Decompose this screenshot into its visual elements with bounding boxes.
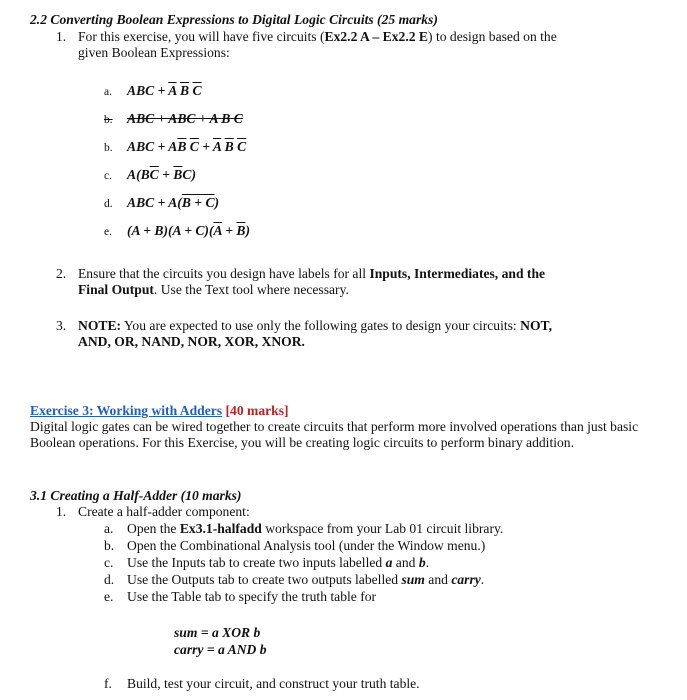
expr-d-bar-b-plus-c: B + C [181, 195, 215, 210]
expr-a-bar-a: $\overline{A}$ [168, 83, 177, 98]
step-d-letter: d. [104, 572, 115, 587]
item-2-number: 2. [56, 266, 67, 281]
step-c [127, 555, 429, 571]
item-2-bold-labels: Inputs, Intermediates, and the [369, 266, 546, 281]
step-c-letter: c. [104, 555, 114, 570]
step-c-input-a: a [385, 555, 393, 570]
expr-d-letter: d. [104, 198, 113, 210]
expr-b-struck-bar-bc: BC [177, 111, 196, 126]
exercise-3-intro: Digital logic gates can be wired together to create circuits that perform more involved operations than just basic Boolean operations. For this Exercise, you will be creating logic circuits to perform binary addition. [30, 419, 639, 450]
expr-b-struck [127, 111, 243, 127]
item-3-gate-list: AND, OR, NAND, NOR, XOR, XNOR [78, 334, 302, 349]
item-1-line2: given Boolean Expressions: [78, 45, 230, 60]
expr-a-letter: a. [104, 86, 112, 98]
expr-e-letter: e. [104, 226, 112, 238]
step-c-input-b: b [418, 555, 426, 570]
step-f-letter: f. [104, 676, 112, 691]
step-d-output-carry: carry [451, 572, 481, 587]
step-d-text: Use the Outputs tab to create two outputs labelled [127, 572, 402, 587]
item-3-text: You are expected to use only the following gates to design your circuits: [121, 318, 521, 333]
step-b-letter: b. [104, 538, 115, 553]
expr-e-bar-b: $\overline{B}$ [236, 223, 246, 238]
expr-d-part: ) [214, 195, 220, 210]
step-d-and: and [424, 572, 452, 587]
step-b: Open the Combinational Analysis tool (under the Window menu.) [127, 538, 486, 553]
exercise-3-title [30, 403, 289, 419]
item-2-line1 [78, 266, 545, 282]
item-3-gate-not: NOT, [520, 318, 552, 333]
expr-b-struck-bar-b: B [221, 111, 231, 126]
section-2-2-heading: 2.2 Converting Boolean Expressions to Digital Logic Circuits (25 marks) [30, 12, 438, 27]
step-a-text: Open the [127, 521, 180, 536]
expr-e-part: ) [245, 223, 250, 238]
exercise-3-link[interactable]: Exercise 3: Working with Adders [30, 403, 223, 418]
item-1-text-a: For this exercise, you will have five circuits ( [78, 29, 325, 44]
expr-c-bar-b: $\overline{B}$ [173, 167, 183, 182]
expr-a-part: ABC + [127, 83, 169, 98]
step-c-text: Use the Inputs tab to create two inputs labelled [127, 555, 386, 570]
item-1-exercise-range: Ex2.2 A – Ex2.2 E [324, 29, 429, 44]
step-a-text-tail: workspace from your Lab 01 circuit library. [261, 521, 504, 536]
expr-b-bar-a2: $\overline{A}$ [212, 139, 222, 154]
expr-b-part: ABC + A [127, 139, 178, 154]
item-1-line1 [78, 29, 557, 45]
step-a-workspace: Ex3.1-halfadd [179, 521, 262, 536]
expr-a-bar-b: $\overline{B}$ [179, 83, 190, 98]
step-d-output-sum: sum [401, 572, 425, 587]
equation-sum: sum = a XOR b [174, 625, 261, 640]
item-2-line2 [78, 282, 349, 298]
step-c-period: . [425, 555, 430, 570]
item-3-period: . [301, 334, 305, 349]
item-3-line2 [78, 334, 305, 350]
item-2-final-output: Final Output [78, 282, 154, 297]
expr-e-part: + [221, 223, 237, 238]
expr-a-bar-c: $\overline{C}$ [192, 83, 202, 98]
step-e: Use the Table tab to specify the truth table for [127, 589, 377, 604]
step-f: Build, test your circuit, and construct your truth table. [127, 676, 420, 691]
step-d-period: . [480, 572, 485, 587]
expr-d [127, 195, 219, 211]
expr-c-bar-c: $\overline{C}$ [149, 167, 159, 182]
expr-b-letter: b. [104, 142, 113, 154]
step-d [127, 572, 484, 588]
item-2-text-tail: . Use the Text tool where necessary. [153, 282, 349, 297]
expr-c-part: C) [182, 167, 196, 182]
expr-d-part: ABC + A( [127, 195, 182, 210]
item-3-line1 [78, 318, 552, 334]
step-a [127, 521, 503, 537]
expr-b-struck-bar-a: A [209, 111, 218, 126]
expr-e-bar-a: $\overline{A}$ [213, 223, 222, 238]
item-2-text: Ensure that the circuits you design have labels for all [78, 266, 370, 281]
expr-c [127, 167, 196, 183]
section-3-1-heading: 3.1 Creating a Half-Adder (10 marks) [30, 488, 242, 503]
expr-b-struck-part: ABC + A [127, 111, 178, 126]
expr-b-bar-c2: $\overline{C}$ [237, 139, 247, 154]
expr-b-struck-letter: b. [104, 114, 113, 126]
expr-b-bar-c: $\overline{C}$ [189, 139, 199, 154]
expr-e [127, 223, 250, 239]
expr-b [127, 139, 246, 155]
step-e-letter: e. [104, 589, 114, 604]
s31-item-1-text: Create a half-adder component: [78, 504, 250, 519]
item-3-note-label: NOTE: [78, 318, 122, 333]
expr-b-bar-b: $\overline{B}$ [177, 139, 187, 154]
exercise-3-marks: [40 marks] [225, 403, 289, 418]
expr-c-b: B [140, 167, 150, 182]
s31-item-1-number: 1. [56, 504, 67, 519]
item-3-number: 3. [56, 318, 67, 333]
item-1-number: 1. [56, 29, 67, 44]
expr-a [127, 83, 202, 99]
expr-b-struck-part: + [195, 111, 210, 126]
step-c-and: and [392, 555, 419, 570]
step-a-letter: a. [104, 521, 114, 536]
expr-b-bar-b2: $\overline{B}$ [224, 139, 234, 154]
item-1-text-b: ) to design based on the [428, 29, 557, 44]
expr-b-part: + [198, 139, 213, 154]
expr-c-letter: c. [104, 170, 112, 182]
expr-b-struck-bar-c: C [233, 111, 243, 126]
expr-e-part: (A + B)(A + C)( [127, 223, 214, 238]
expr-c-part: A( [127, 167, 141, 182]
expr-c-part: + [158, 167, 174, 182]
equation-carry: carry = a AND b [174, 642, 267, 657]
